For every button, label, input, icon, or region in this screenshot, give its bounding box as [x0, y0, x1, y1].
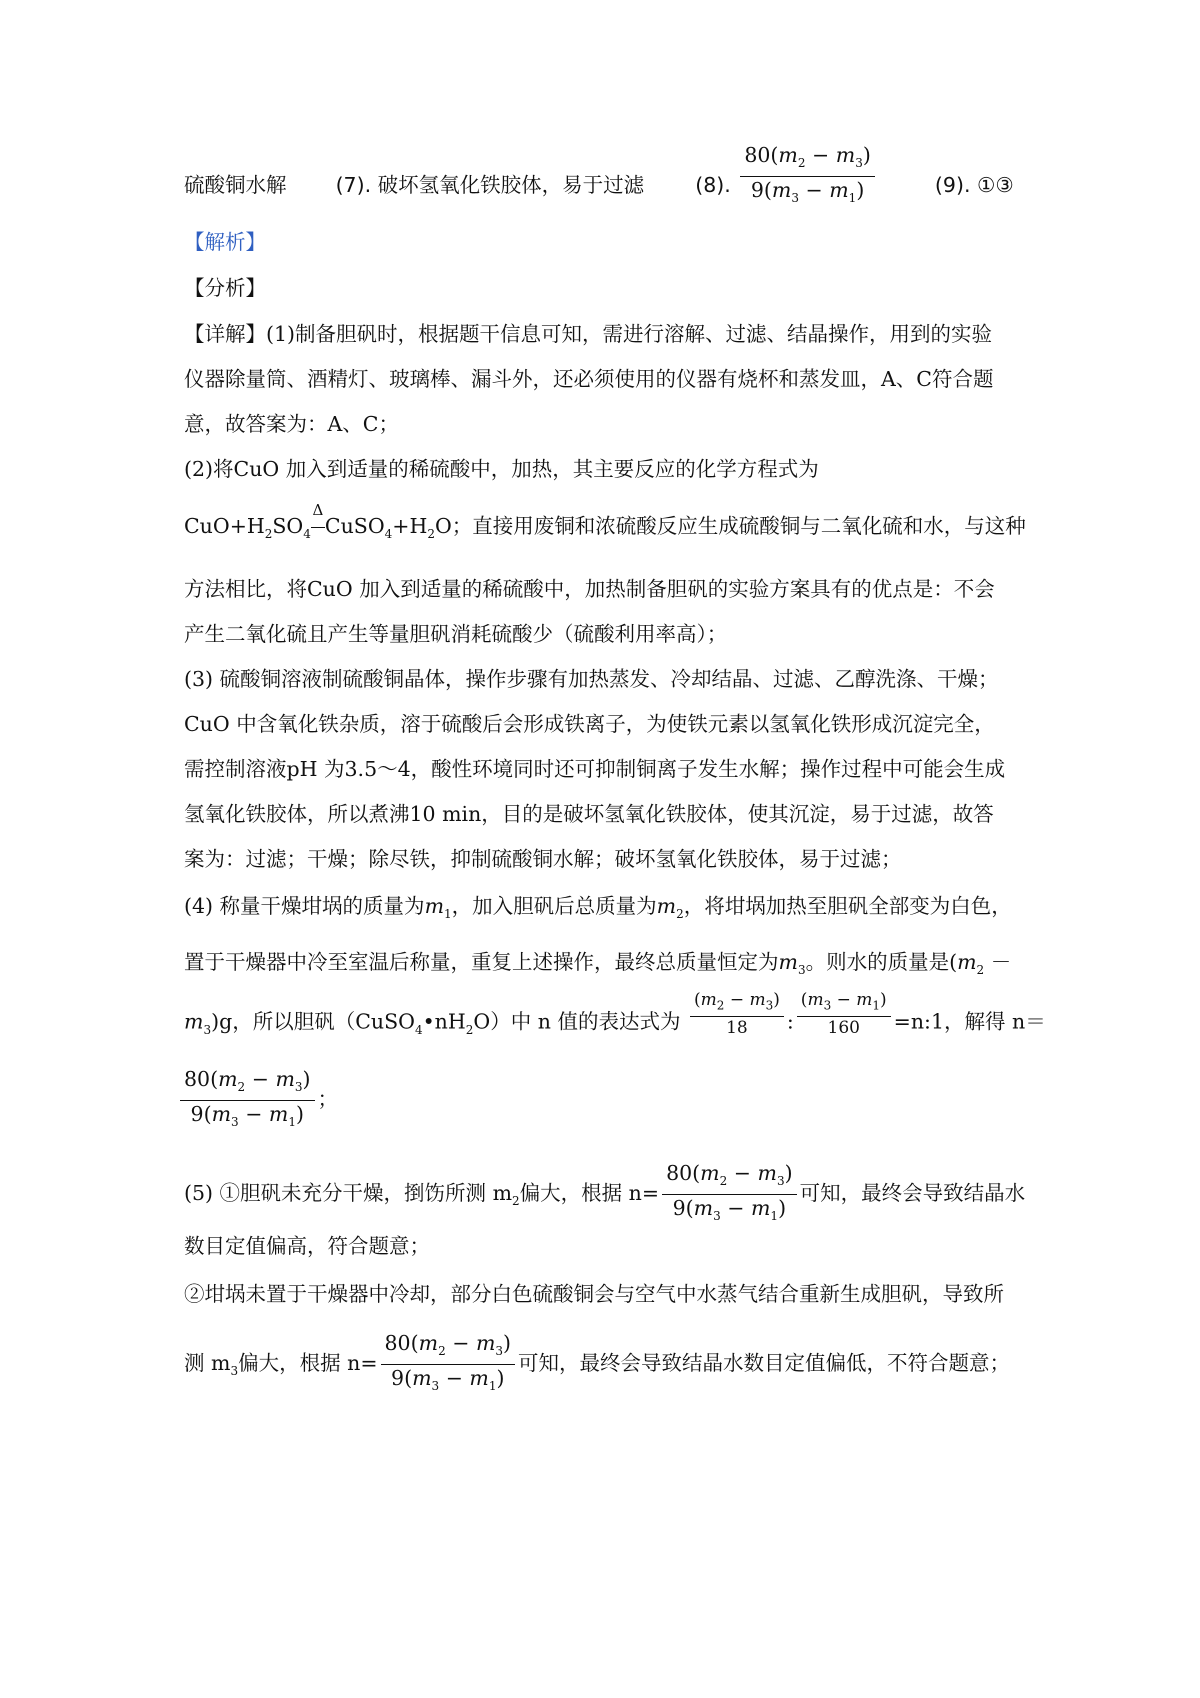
p2-line-3: 方法相比，将CuO 加入到适量的稀硫酸中，加热制备胆矾的实验方案具有的优点是：不会 — [184, 577, 995, 601]
p3-line-2: CuO 中含氧化铁杂质，溶于硫酸后会形成铁离子，为使铁元素以氢氧化铁形成沉淀完全， — [184, 712, 995, 736]
p4-line-2: 置于干燥器中冷至室温后称量，重复上述操作，最终总质量恒定为$m_3$。则水的质量是($m_2$ － — [184, 950, 1012, 978]
water-mass-fraction: $\frac{(m_2 - m_3)}{18}$ — [690, 989, 784, 1039]
p2-line-4: 产生二氧化硫且产生等量胆矾消耗硫酸少（硫酸利用率高）； — [184, 622, 728, 646]
answer-7-text: 破坏氢氧化铁胶体，易于过滤 — [377, 173, 645, 198]
p2-line-1: (2)将CuO 加入到适量的稀硫酸中，加热，其主要反应的化学方程式为 — [184, 457, 819, 481]
answer-8-fraction: $\frac{80(m_2 - m_3)}{9(m_3 - m_1)}$ — [740, 142, 875, 211]
p4-line-1: (4) 称量干燥坩埚的质量为$m_1$，加入胆矾后总质量为$m_2$，将坩埚加热至胆矾全部变为白色， — [184, 894, 1012, 922]
heat-arrow-symbol: Δ — [311, 512, 325, 540]
p3-line-3: 需控制溶液pH 为3.5～4，酸性环境同时还可抑制铜离子发生水解；操作过程中可能会生成 — [184, 757, 1006, 781]
copper-sulfate-mass-fraction: $\frac{(m_3 - m_1)}{160}$ — [797, 989, 891, 1039]
p5-line-1: (5) ①胆矾未充分干燥，捯饬所测 $m_2$偏大，根据 n= $\frac{80(m_2 - m_3)}{9(m_3 - m_1)}$ 可知，最终会导致结晶水 — [184, 1160, 1025, 1229]
n-fraction-2: $\frac{80(m_2 - m_3)}{9(m_3 - m_1)}$ — [381, 1330, 516, 1399]
section-fenxi: 【分析】 — [184, 276, 266, 300]
p2-equation-line: $CuO+H_2SO_4$ Δ $CuSO_4+H_2O$；直接用废铜和浓硫酸反应生成硫酸铜与二氧化硫和水，与这种 — [184, 501, 1026, 542]
answer-9-label: (9). — [934, 173, 971, 198]
p5-line-2: 数目定值偏高，符合题意； — [184, 1234, 430, 1258]
answer-7-label: (7). — [335, 173, 372, 198]
answer-prefix: 硫酸铜水解 — [184, 173, 287, 198]
n-fraction-1: $\frac{80(m_2 - m_3)}{9(m_3 - m_1)}$ — [662, 1160, 797, 1229]
p3-line-4: 氢氧化铁胶体，所以煮沸10 min，目的是破坏氢氧化铁胶体，使其沉淀，易于过滤，故答 — [184, 802, 994, 826]
p1-line-1: 【详解】(1)制备胆矾时，根据题干信息可知，需进行溶解、过滤、结晶操作，用到的实验 — [184, 322, 993, 346]
p4-line-3: $m_3)g$，所以胆矾$(CuSO_4•nH_2O)$中 n 值的表达式为 $\frac{(m_2 - m_3)}{18}$ : $\frac{(m_3 - m_1)}{160}$ =n:1，解得 n＝ — [184, 990, 1046, 1039]
p3-line-5: 案为：过滤；干燥；除尽铁，抑制硫酸铜水解；破坏氢氧化铁胶体，易于过滤； — [184, 847, 902, 871]
n-expression-fraction: $\frac{80(m_2 - m_3)}{9(m_3 - m_1)}$ — [180, 1066, 315, 1135]
p1-line-2: 仪器除量筒、酒精灯、玻璃棒、漏斗外，还必须使用的仪器有烧杯和蒸发皿，A、C符合题 — [184, 367, 994, 391]
section-jiexi: 【解析】 — [184, 230, 266, 254]
p4-line-4: $\frac{80(m_2 - m_3)}{9(m_3 - m_1)}$ ； — [184, 1066, 338, 1135]
p3-line-1: (3) 硫酸铜溶液制硫酸铜晶体，操作步骤有加热蒸发、冷却结晶、过滤、乙醇洗涤、干燥； — [184, 667, 999, 691]
answer-9-text: ①③ — [977, 173, 1014, 198]
p5-line-3: ②坩埚未置于干燥器中冷却，部分白色硫酸铜会与空气中水蒸气结合重新生成胆矾，导致所 — [184, 1282, 1004, 1306]
p5-line-4: 测 $m_3$偏大，根据 n= $\frac{80(m_2 - m_3)}{9(m_3 - m_1)}$ 可知，最终会导致结晶水数目定值偏低，不符合题意； — [184, 1330, 1010, 1399]
answer-line — [184, 143, 1014, 211]
answer-8-label: (8). — [695, 173, 731, 198]
p1-line-3: 意，故答案为：A、C； — [184, 412, 399, 436]
